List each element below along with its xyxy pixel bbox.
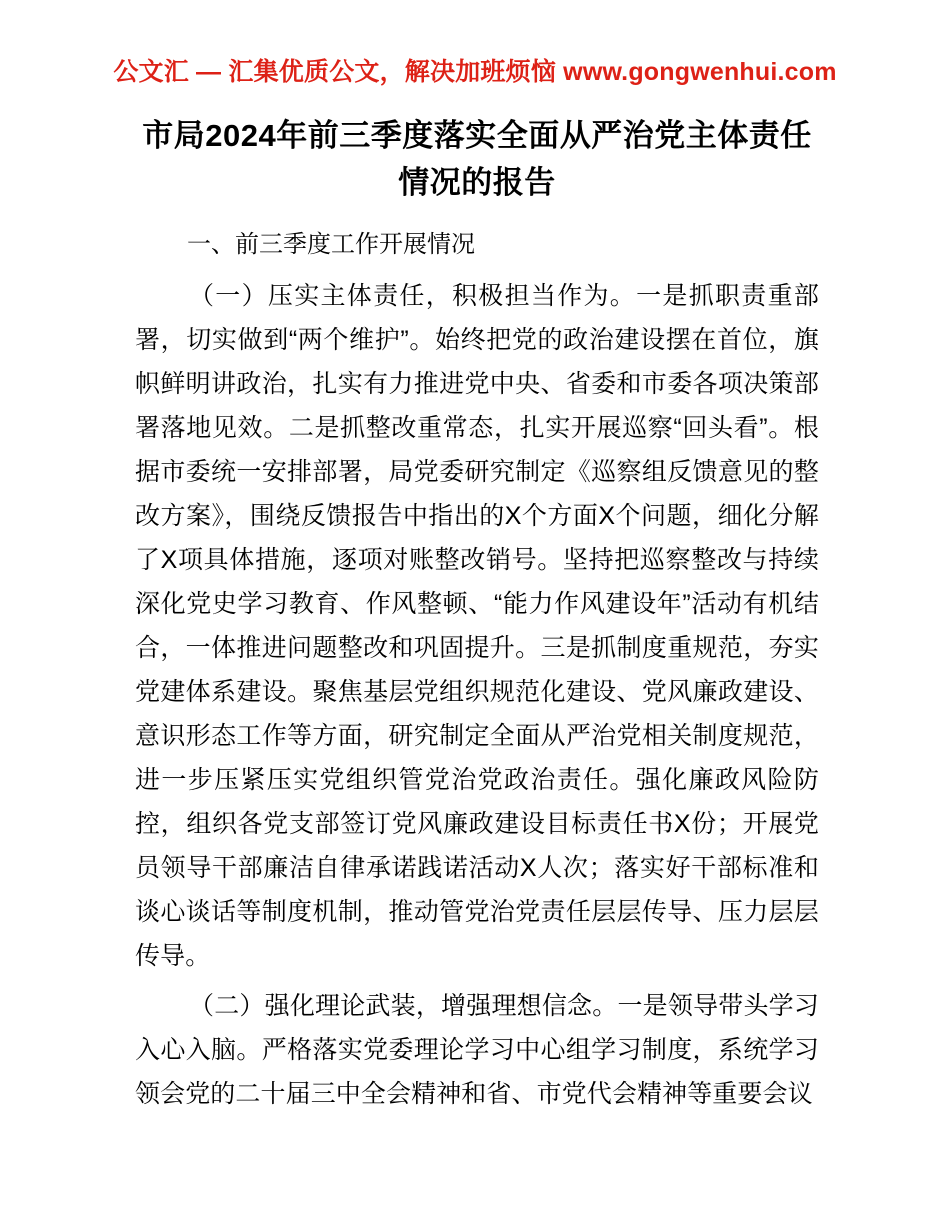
paragraph-two: （二）强化理论武装，增强理想信念。一是领导带头学习入心入脑。严格落实党委理论学习中心组学习制度，系统学习领会党的二十届三中全会精神和省、市党代会精神等重要会议	[135, 992, 819, 1108]
page-title: 市局2024年前三季度落实全面从严治党主体责任情况的报告	[142, 118, 812, 200]
section-heading-one: 一、前三季度工作开展情况	[187, 231, 475, 258]
paragraph-one: （一）压实主体责任，积极担当作为。一是抓职责重部署，切实做到“两个维护”。始终把党的政治建设摆在首位，旗帜鲜明讲政治，扎实有力推进党中央、省委和市委各项决策部署落地见效。二是抓整改重常态，扎实开展巡察“回头看”。根据市委统一安排部署，局党委研究制定《巡察组反馈意见的整改方案》，围绕反馈报告中指出的X个方面X个问题，细化分解了X项具体措施，逐项对账整改销号。坚持把巡察整改与持续深化党史学习教育、作风整顿、“能力作风建设年”活动有机结合，一体推进问题整改和巩固提升。三是抓制度重规范，夯实党建体系建设。聚焦基层党组织规范化建设、党风廉政建设、意识形态工作等方面，研究制定全面从严治党相关制度规范，进一步压紧压实党组织管党治党政治责任。强化廉政风险防控，组织各党支部签订党风廉政建设目标责任书X份；开展党员领导干部廉洁自律承诺践诺活动X人次；落实好干部标准和谈心谈话等制度机制，推动管党治党责任层层传导、压力层层传导。	[135, 282, 819, 970]
watermark-brand-text: 公文汇 — 汇集优质公文，解决加班烦恼	[113, 58, 557, 86]
watermark-header	[0, 52, 950, 88]
watermark-url-text: www.gongwenhui.com	[563, 58, 837, 86]
document-content	[135, 112, 819, 1116]
